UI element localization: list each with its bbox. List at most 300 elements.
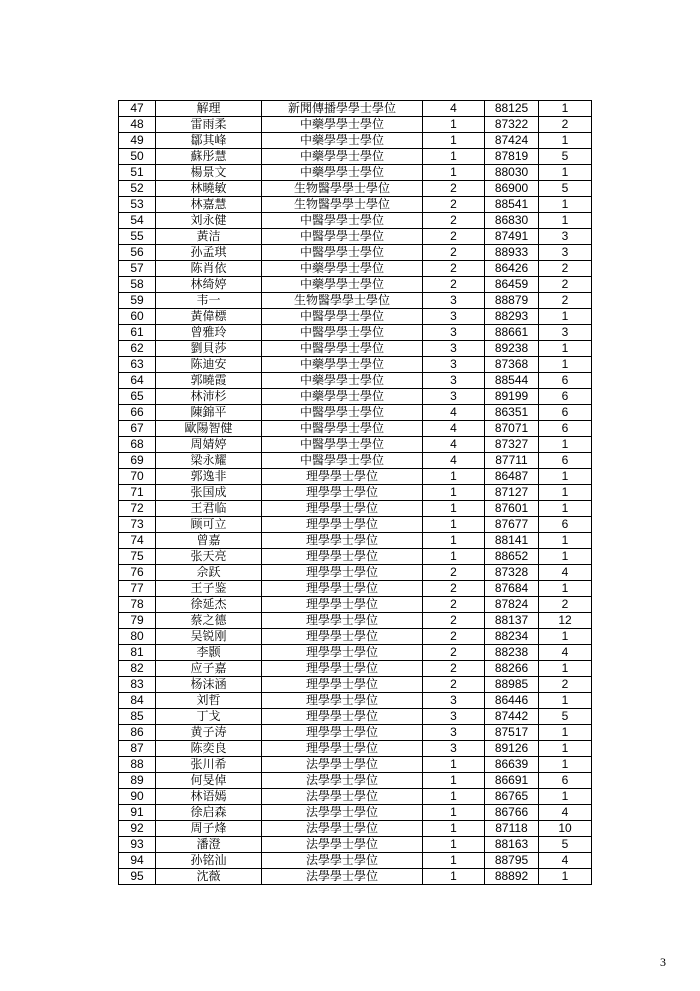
study-year: 2 (423, 261, 485, 277)
student-id: 86351 (485, 405, 539, 421)
student-id: 88652 (485, 549, 539, 565)
study-year: 2 (423, 597, 485, 613)
count-value: 1 (539, 341, 592, 357)
row-number: 69 (119, 453, 156, 469)
count-value: 2 (539, 677, 592, 693)
study-year: 1 (423, 853, 485, 869)
student-name: 杨沫涵 (156, 677, 262, 693)
degree-program: 理學學士學位 (262, 597, 423, 613)
count-value: 1 (539, 469, 592, 485)
table-row (119, 837, 592, 853)
study-year: 4 (423, 421, 485, 437)
student-id: 88163 (485, 837, 539, 853)
table-row (119, 277, 592, 293)
degree-program: 中醫學學士學位 (262, 437, 423, 453)
row-number: 89 (119, 773, 156, 789)
student-id: 87327 (485, 437, 539, 453)
table-row (119, 757, 592, 773)
study-year: 1 (423, 837, 485, 853)
row-number: 80 (119, 629, 156, 645)
count-value: 1 (539, 197, 592, 213)
degree-program: 中醫學學士學位 (262, 213, 423, 229)
study-year: 1 (423, 133, 485, 149)
table-row (119, 549, 592, 565)
study-year: 3 (423, 709, 485, 725)
study-year: 3 (423, 693, 485, 709)
row-number: 74 (119, 533, 156, 549)
study-year: 2 (423, 565, 485, 581)
table-row (119, 469, 592, 485)
student-table (118, 100, 592, 885)
degree-program: 理學學士學位 (262, 693, 423, 709)
row-number: 57 (119, 261, 156, 277)
student-name: 孙铭汕 (156, 853, 262, 869)
student-id: 87442 (485, 709, 539, 725)
student-id: 88238 (485, 645, 539, 661)
count-value: 5 (539, 149, 592, 165)
table-row (119, 229, 592, 245)
row-number: 95 (119, 869, 156, 885)
row-number: 48 (119, 117, 156, 133)
study-year: 1 (423, 149, 485, 165)
student-name: 曾雅玲 (156, 325, 262, 341)
count-value: 2 (539, 117, 592, 133)
degree-program: 中藥學學士學位 (262, 277, 423, 293)
student-name: 陈奕良 (156, 741, 262, 757)
table-row (119, 597, 592, 613)
student-name: 蔡之德 (156, 613, 262, 629)
table-row (119, 645, 592, 661)
degree-program: 中藥學學士學位 (262, 117, 423, 133)
table-row (119, 725, 592, 741)
table-row (119, 405, 592, 421)
student-id: 86639 (485, 757, 539, 773)
table-row (119, 437, 592, 453)
table-row (119, 501, 592, 517)
degree-program: 中藥學學士學位 (262, 261, 423, 277)
student-id: 87322 (485, 117, 539, 133)
student-name: 陈迪安 (156, 357, 262, 373)
table-row (119, 869, 592, 885)
study-year: 3 (423, 373, 485, 389)
row-number: 47 (119, 101, 156, 117)
table-row (119, 373, 592, 389)
count-value: 1 (539, 309, 592, 325)
student-id: 86691 (485, 773, 539, 789)
student-name: 曾嘉 (156, 533, 262, 549)
study-year: 3 (423, 309, 485, 325)
student-id: 87684 (485, 581, 539, 597)
row-number: 84 (119, 693, 156, 709)
study-year: 4 (423, 437, 485, 453)
student-id: 87491 (485, 229, 539, 245)
table-row (119, 261, 592, 277)
student-name: 韦一 (156, 293, 262, 309)
degree-program: 法學學士學位 (262, 805, 423, 821)
student-id: 88125 (485, 101, 539, 117)
student-id: 86900 (485, 181, 539, 197)
table-row (119, 773, 592, 789)
row-number: 75 (119, 549, 156, 565)
student-id: 87071 (485, 421, 539, 437)
row-number: 67 (119, 421, 156, 437)
degree-program: 理學學士學位 (262, 501, 423, 517)
row-number: 81 (119, 645, 156, 661)
study-year: 1 (423, 821, 485, 837)
row-number: 85 (119, 709, 156, 725)
student-id: 89126 (485, 741, 539, 757)
student-id: 89238 (485, 341, 539, 357)
row-number: 60 (119, 309, 156, 325)
row-number: 78 (119, 597, 156, 613)
row-number: 86 (119, 725, 156, 741)
table-row (119, 741, 592, 757)
study-year: 4 (423, 405, 485, 421)
count-value: 3 (539, 245, 592, 261)
count-value: 1 (539, 165, 592, 181)
count-value: 1 (539, 629, 592, 645)
count-value: 6 (539, 453, 592, 469)
degree-program: 法學學士學位 (262, 757, 423, 773)
table-row (119, 357, 592, 373)
table-row (119, 709, 592, 725)
student-id: 88266 (485, 661, 539, 677)
count-value: 1 (539, 357, 592, 373)
degree-program: 生物醫學學士學位 (262, 293, 423, 309)
count-value: 1 (539, 213, 592, 229)
row-number: 55 (119, 229, 156, 245)
degree-program: 中醫學學士學位 (262, 405, 423, 421)
student-name: 蘇彤慧 (156, 149, 262, 165)
student-id: 88234 (485, 629, 539, 645)
row-number: 76 (119, 565, 156, 581)
student-id: 88544 (485, 373, 539, 389)
student-id: 87819 (485, 149, 539, 165)
table-row (119, 453, 592, 469)
degree-program: 中醫學學士學位 (262, 421, 423, 437)
degree-program: 理學學士學位 (262, 645, 423, 661)
student-name: 周子烽 (156, 821, 262, 837)
student-id: 88141 (485, 533, 539, 549)
study-year: 1 (423, 533, 485, 549)
table-row (119, 661, 592, 677)
count-value: 1 (539, 133, 592, 149)
degree-program: 中醫學學士學位 (262, 309, 423, 325)
student-name: 王子鉴 (156, 581, 262, 597)
degree-program: 理學學士學位 (262, 741, 423, 757)
study-year: 4 (423, 101, 485, 117)
count-value: 2 (539, 597, 592, 613)
degree-program: 法學學士學位 (262, 789, 423, 805)
student-name: 林语嫣 (156, 789, 262, 805)
study-year: 3 (423, 293, 485, 309)
row-number: 52 (119, 181, 156, 197)
degree-program: 法學學士學位 (262, 853, 423, 869)
row-number: 50 (119, 149, 156, 165)
student-id: 88795 (485, 853, 539, 869)
study-year: 2 (423, 629, 485, 645)
table-row (119, 533, 592, 549)
student-name: 李颢 (156, 645, 262, 661)
table-row (119, 821, 592, 837)
table-row (119, 581, 592, 597)
table-row (119, 309, 592, 325)
student-id: 87677 (485, 517, 539, 533)
student-id: 89199 (485, 389, 539, 405)
count-value: 1 (539, 501, 592, 517)
student-name: 劉貝莎 (156, 341, 262, 357)
study-year: 2 (423, 677, 485, 693)
study-year: 3 (423, 741, 485, 757)
count-value: 5 (539, 837, 592, 853)
table-row (119, 133, 592, 149)
count-value: 6 (539, 389, 592, 405)
student-name: 孙孟琪 (156, 245, 262, 261)
student-name: 雷雨柔 (156, 117, 262, 133)
degree-program: 生物醫學學士學位 (262, 197, 423, 213)
row-number: 83 (119, 677, 156, 693)
row-number: 77 (119, 581, 156, 597)
table-row (119, 389, 592, 405)
count-value: 1 (539, 549, 592, 565)
table-row (119, 693, 592, 709)
row-number: 72 (119, 501, 156, 517)
student-name: 林绮婷 (156, 277, 262, 293)
count-value: 3 (539, 229, 592, 245)
table-row (119, 677, 592, 693)
degree-program: 理學學士學位 (262, 629, 423, 645)
student-name: 解理 (156, 101, 262, 117)
study-year: 3 (423, 389, 485, 405)
study-year: 1 (423, 549, 485, 565)
degree-program: 理學學士學位 (262, 549, 423, 565)
table-row (119, 117, 592, 133)
row-number: 64 (119, 373, 156, 389)
student-name: 张川希 (156, 757, 262, 773)
study-year: 4 (423, 453, 485, 469)
student-id: 87601 (485, 501, 539, 517)
count-value: 6 (539, 517, 592, 533)
student-name: 鄒其峰 (156, 133, 262, 149)
row-number: 66 (119, 405, 156, 421)
student-name: 沈薇 (156, 869, 262, 885)
count-value: 6 (539, 373, 592, 389)
student-id: 88661 (485, 325, 539, 341)
row-number: 53 (119, 197, 156, 213)
degree-program: 中藥學學士學位 (262, 389, 423, 405)
degree-program: 法學學士學位 (262, 773, 423, 789)
degree-program: 理學學士學位 (262, 533, 423, 549)
degree-program: 理學學士學位 (262, 485, 423, 501)
row-number: 90 (119, 789, 156, 805)
degree-program: 理學學士學位 (262, 565, 423, 581)
table-row (119, 181, 592, 197)
degree-program: 理學學士學位 (262, 469, 423, 485)
degree-program: 理學學士學位 (262, 677, 423, 693)
row-number: 59 (119, 293, 156, 309)
study-year: 2 (423, 613, 485, 629)
row-number: 51 (119, 165, 156, 181)
degree-program: 法學學士學位 (262, 869, 423, 885)
student-id: 88892 (485, 869, 539, 885)
student-name: 郭逸非 (156, 469, 262, 485)
student-id: 86446 (485, 693, 539, 709)
student-id: 87368 (485, 357, 539, 373)
row-number: 93 (119, 837, 156, 853)
study-year: 2 (423, 181, 485, 197)
count-value: 1 (539, 757, 592, 773)
degree-program: 新聞傳播學學士學位 (262, 101, 423, 117)
count-value: 5 (539, 709, 592, 725)
row-number: 73 (119, 517, 156, 533)
study-year: 1 (423, 165, 485, 181)
row-number: 49 (119, 133, 156, 149)
table-row (119, 565, 592, 581)
student-name: 潘澄 (156, 837, 262, 853)
study-year: 2 (423, 277, 485, 293)
table-row (119, 341, 592, 357)
student-id: 87824 (485, 597, 539, 613)
study-year: 1 (423, 501, 485, 517)
student-id: 88933 (485, 245, 539, 261)
degree-program: 理學學士學位 (262, 725, 423, 741)
row-number: 61 (119, 325, 156, 341)
table-row (119, 789, 592, 805)
study-year: 3 (423, 357, 485, 373)
page-number: 3 (660, 955, 666, 969)
student-name: 徐启森 (156, 805, 262, 821)
count-value: 12 (539, 613, 592, 629)
row-number: 79 (119, 613, 156, 629)
study-year: 2 (423, 661, 485, 677)
degree-program: 中醫學學士學位 (262, 341, 423, 357)
student-id: 87328 (485, 565, 539, 581)
degree-program: 中藥學學士學位 (262, 373, 423, 389)
table-row (119, 325, 592, 341)
student-id: 87517 (485, 725, 539, 741)
student-name: 梁永耀 (156, 453, 262, 469)
table-row (119, 213, 592, 229)
count-value: 1 (539, 741, 592, 757)
count-value: 4 (539, 645, 592, 661)
row-number: 65 (119, 389, 156, 405)
study-year: 1 (423, 805, 485, 821)
count-value: 1 (539, 533, 592, 549)
table-row (119, 197, 592, 213)
count-value: 6 (539, 405, 592, 421)
study-year: 3 (423, 725, 485, 741)
degree-program: 中藥學學士學位 (262, 133, 423, 149)
study-year: 1 (423, 485, 485, 501)
student-name: 何旻倬 (156, 773, 262, 789)
student-id: 86459 (485, 277, 539, 293)
count-value: 1 (539, 693, 592, 709)
student-id: 87118 (485, 821, 539, 837)
study-year: 1 (423, 789, 485, 805)
count-value: 2 (539, 261, 592, 277)
degree-program: 中醫學學士學位 (262, 229, 423, 245)
count-value: 1 (539, 789, 592, 805)
student-name: 顾可立 (156, 517, 262, 533)
student-name: 周婧婷 (156, 437, 262, 453)
student-id: 87127 (485, 485, 539, 501)
student-name: 陈肖依 (156, 261, 262, 277)
student-name: 陳錦平 (156, 405, 262, 421)
table-row (119, 293, 592, 309)
degree-program: 理學學士學位 (262, 709, 423, 725)
row-number: 94 (119, 853, 156, 869)
student-name: 黃洁 (156, 229, 262, 245)
degree-program: 生物醫學學士學位 (262, 181, 423, 197)
row-number: 56 (119, 245, 156, 261)
table-row (119, 101, 592, 117)
table-row (119, 245, 592, 261)
study-year: 3 (423, 325, 485, 341)
study-year: 1 (423, 773, 485, 789)
degree-program: 理學學士學位 (262, 613, 423, 629)
student-name: 林沛杉 (156, 389, 262, 405)
student-name: 黃偉標 (156, 309, 262, 325)
study-year: 3 (423, 341, 485, 357)
student-name: 刘哲 (156, 693, 262, 709)
study-year: 2 (423, 581, 485, 597)
study-year: 2 (423, 213, 485, 229)
degree-program: 法學學士學位 (262, 837, 423, 853)
degree-program: 理學學士學位 (262, 581, 423, 597)
row-number: 54 (119, 213, 156, 229)
count-value: 10 (539, 821, 592, 837)
row-number: 63 (119, 357, 156, 373)
degree-program: 中藥學學士學位 (262, 165, 423, 181)
study-year: 2 (423, 197, 485, 213)
degree-program: 中醫學學士學位 (262, 245, 423, 261)
study-year: 1 (423, 869, 485, 885)
count-value: 2 (539, 293, 592, 309)
table-row (119, 517, 592, 533)
table-row (119, 149, 592, 165)
study-year: 2 (423, 229, 485, 245)
student-id: 88985 (485, 677, 539, 693)
student-name: 王君临 (156, 501, 262, 517)
student-id: 86766 (485, 805, 539, 821)
count-value: 6 (539, 421, 592, 437)
count-value: 1 (539, 661, 592, 677)
study-year: 2 (423, 245, 485, 261)
student-name: 佘跃 (156, 565, 262, 581)
table-row (119, 613, 592, 629)
degree-program: 理學學士學位 (262, 517, 423, 533)
study-year: 2 (423, 645, 485, 661)
student-name: 刘永健 (156, 213, 262, 229)
table-row (119, 485, 592, 501)
row-number: 58 (119, 277, 156, 293)
degree-program: 中藥學學士學位 (262, 357, 423, 373)
table-row (119, 805, 592, 821)
count-value: 1 (539, 581, 592, 597)
student-id: 86487 (485, 469, 539, 485)
degree-program: 理學學士學位 (262, 661, 423, 677)
student-name: 郭曉霞 (156, 373, 262, 389)
count-value: 4 (539, 565, 592, 581)
student-table-body (119, 101, 592, 885)
row-number: 62 (119, 341, 156, 357)
row-number: 68 (119, 437, 156, 453)
row-number: 71 (119, 485, 156, 501)
table-row (119, 421, 592, 437)
student-id: 88541 (485, 197, 539, 213)
row-number: 88 (119, 757, 156, 773)
student-name: 林曉敏 (156, 181, 262, 197)
